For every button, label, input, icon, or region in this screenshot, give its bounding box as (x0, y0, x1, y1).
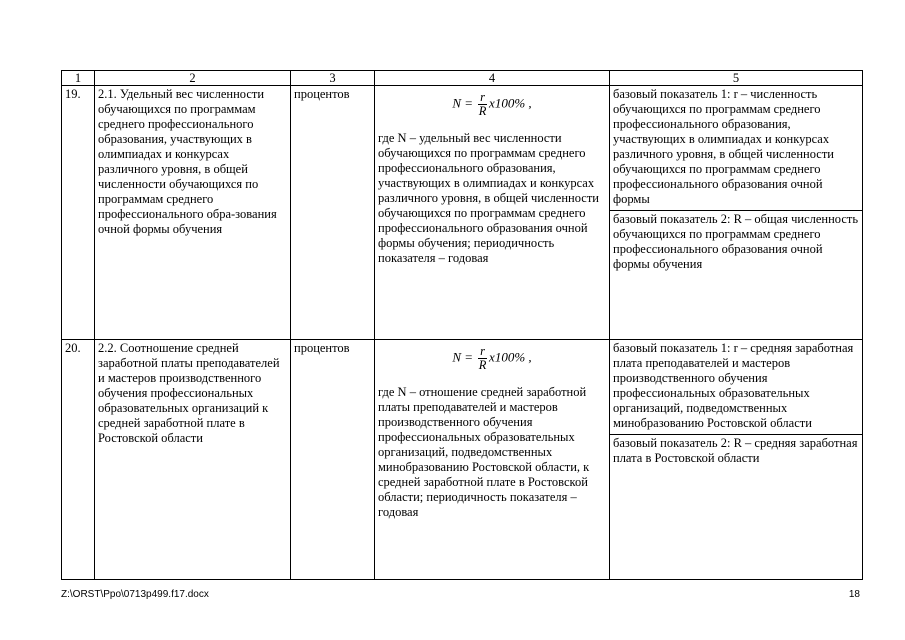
base-indicators-cell (610, 340, 863, 580)
header-col-3: 3 (291, 71, 375, 86)
header-col-2: 2 (95, 71, 291, 86)
formula-rhs: x100% , (489, 95, 532, 111)
formula (378, 341, 606, 385)
formula-fraction (478, 345, 487, 372)
header-col-1: 1 (62, 71, 95, 86)
formula-lhs: N = (452, 95, 474, 111)
header-col-4: 4 (375, 71, 610, 86)
header-col-5: 5 (610, 71, 863, 86)
unit-cell: процентов (291, 86, 375, 340)
formula-numerator: r (480, 344, 486, 358)
formula-numerator: r (480, 90, 486, 104)
base-indicator-2: базовый показатель 2: R – общая численность обучающихся по программам среднего профессионального образования очной формы обучения (610, 210, 862, 273)
formula-rhs: x100% , (489, 349, 532, 365)
formula-cell (375, 340, 610, 580)
base-indicator-1: базовый показатель 1: r – средняя заработная плата преподавателей и мастеров производственного обучения профессиональных образовательных организаций, подведомственных минобразованию Ростовской области (613, 341, 854, 430)
formula-cell (375, 86, 610, 340)
base-indicator-2: базовый показатель 2: R – средняя заработная плата в Ростовской области (610, 434, 862, 467)
table-row (62, 86, 863, 340)
indicator-name: 2.1. Удельный вес численности обучающихся по программам среднего профессионального образования, участвующих в олимпиадах и конкурсах различного уровня, в общей численности обучающихся по программам среднего профессионального обра-зования очной формы обучения (95, 86, 291, 340)
indicator-name: 2.2. Соотношение средней заработной платы преподавателей и мастеров производственного обучения профессиональных образовательных организаций к средней заработной плате в Ростовской области (95, 340, 291, 580)
indicators-table (61, 70, 863, 580)
row-number: 19. (62, 86, 95, 340)
formula-denominator: R (478, 358, 487, 372)
formula-fraction (478, 91, 487, 118)
unit-cell: процентов (291, 340, 375, 580)
formula-description: где N – отношение средней заработной платы преподавателей и мастеров производственного обучения профессиональных образовательных организаций, подведомственных минобразованию Ростовской области, к средней заработной плате в Ростовской области; периодичность показателя – годовая (378, 385, 590, 519)
footer-page-number: 18 (848, 589, 860, 600)
row-number: 20. (62, 340, 95, 580)
base-indicator-1: базовый показатель 1: r – численность обучающихся по программам среднего профессионального образования, участвующих в олимпиадах и конкурсах различного уровня, в общей численности обучающихся по программам среднего профессионального образования очной формы (613, 87, 834, 206)
footer-file-path: Z:\ORST\Ppo\0713p499.f17.docx (61, 589, 209, 600)
formula-description: где N – удельный вес численности обучающихся по программам среднего профессионального образования, участвующих в олимпиадах и конкурсах различного уровня, в общей численности обучающихся по программам среднего профессионального образования очной формы обучения; периодичность показателя – годовая (378, 131, 599, 265)
table-header-row (62, 71, 863, 86)
formula-lhs: N = (452, 349, 474, 365)
base-indicators-cell (610, 86, 863, 340)
formula-denominator: R (478, 104, 487, 118)
formula (378, 87, 606, 131)
table-row (62, 340, 863, 580)
